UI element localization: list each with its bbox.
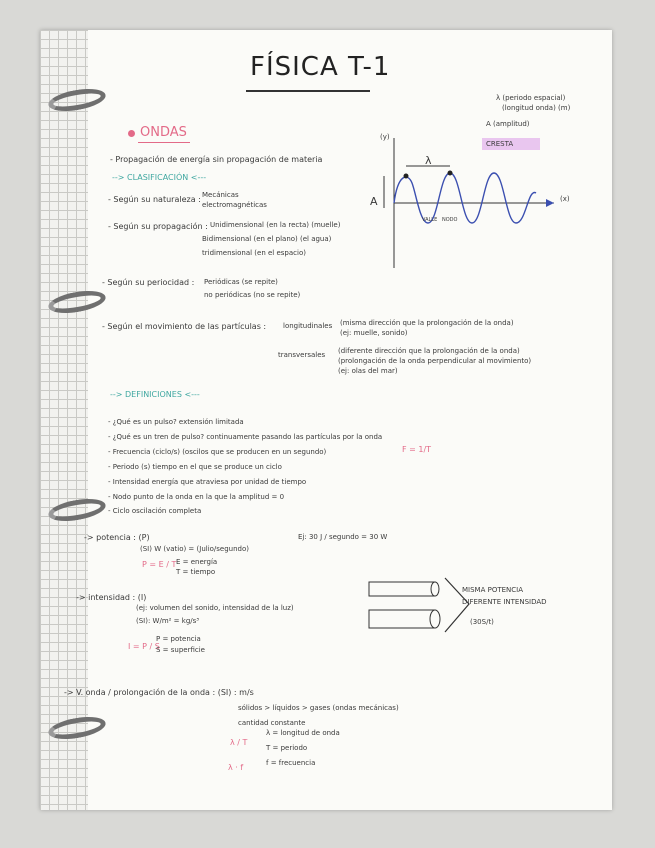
potencia-label: -> potencia : (P) (84, 533, 150, 542)
propagacion-item: Bidimensional (en el plano) (el agua) (202, 235, 332, 243)
title-underline (246, 90, 370, 92)
section-heading: ONDAS (140, 125, 187, 140)
x-axis-label: (x) (560, 195, 570, 203)
notebook-page (40, 30, 612, 810)
periodicidad-item: no periódicas (no se repite) (204, 291, 301, 299)
intensidad-note: DIFERENTE INTENSIDAD (462, 598, 547, 606)
valle-label: VALLE (422, 217, 438, 223)
frecuencia-formula: F = 1/T (402, 445, 432, 454)
longitudinales-label: longitudinales (283, 322, 333, 330)
wave-graph (358, 128, 558, 278)
intensidad-ej: (ej: volumen del sonido, intensidad de la luz) (136, 604, 294, 612)
transversales-text: (ej: olas del mar) (338, 367, 398, 375)
velocidad-formula: λ / T (230, 738, 248, 747)
intro-text: - Propagación de energía sin propagación de materia (110, 155, 323, 164)
wave-curve (394, 173, 536, 223)
potencia-si: (SI) W (vatio) = (Julio/segundo) (140, 545, 250, 553)
lambda-label: λ (425, 154, 432, 167)
velocidad-formula: λ · f (228, 763, 244, 772)
cylinders-diagram (365, 576, 475, 636)
cylinder-icon (369, 610, 435, 628)
intensidad-var: P = potencia (156, 635, 201, 643)
propagacion-label: - Según su propagación : (108, 222, 208, 231)
potencia-var: E = energía (176, 558, 218, 566)
definiciones-heading: --> DEFINICIONES <--- (110, 390, 200, 399)
definicion-line: - Intensidad energía que atraviesa por unidad de tiempo (108, 478, 307, 486)
longitudinales-text: (misma dirección que la prolongación de la onda) (340, 319, 514, 327)
movimiento-label: - Según el movimiento de las partículas : (102, 322, 267, 331)
velocidad-var: λ = longitud de onda (266, 729, 340, 737)
definicion-line: - Ciclo oscilación completa (108, 507, 202, 515)
intensidad-label: -> intensidad : (I) (76, 593, 147, 602)
propagacion-item: tridimensional (en el espacio) (202, 249, 306, 257)
nodo-label: NODO (442, 217, 458, 223)
cylinder-end (430, 610, 440, 628)
clasificacion-heading: --> CLASIFICACIÓN <--- (112, 173, 207, 182)
transversales-text: (diferente dirección que la prolongación de la onda) (338, 347, 520, 355)
cylinder-icon (369, 582, 435, 596)
velocidad-constante: cantidad constante (238, 719, 306, 727)
definicion-line: - Nodo punto de la onda en la que la amplitud = 0 (108, 493, 285, 501)
cylinder-end (431, 582, 439, 596)
intensidad-note: MISMA POTENCIA (462, 586, 524, 594)
intensidad-note: (30S/t) (470, 618, 494, 626)
legend-longitud: (longitud onda) (m) (502, 104, 571, 112)
intensidad-si: (SI): W/m² = kg/s³ (136, 617, 200, 625)
velocidad-order: sólidos > líquidos > gases (ondas mecánicas) (238, 704, 399, 712)
page-title: FÍSICA T-1 (250, 52, 391, 82)
transversales-text: (prolongación de la onda perpendicular al movimiento) (338, 357, 532, 365)
intensidad-formula: I = P / S (128, 642, 160, 651)
naturaleza-label: - Según su naturaleza : (108, 195, 201, 204)
definicion-line: - Frecuencia (ciclo/s) (oscilos que se producen en un segundo) (108, 448, 327, 456)
bullet-icon (128, 130, 135, 137)
definicion-line: - ¿Qué es un pulso? extensión limitada (108, 418, 244, 426)
legend-lambda: λ (periodo espacial) (496, 94, 566, 102)
longitudinales-text: (ej: muelle, sonido) (340, 329, 408, 337)
section-underline (138, 142, 190, 143)
propagacion-item: Unidimensional (en la recta) (muelle) (210, 221, 341, 229)
intensidad-var: S = superficie (156, 646, 205, 654)
definicion-line: - Periodo (s) tiempo en el que se produce un ciclo (108, 463, 282, 471)
naturaleza-item: electromagnéticas (202, 201, 267, 209)
periodicidad-label: - Según su periocidad : (102, 278, 195, 287)
x-axis-arrow-icon (546, 199, 554, 207)
periodicidad-item: Periódicas (se repite) (204, 278, 278, 286)
potencia-var: T = tiempo (176, 568, 216, 576)
y-axis-label: (y) (380, 133, 390, 141)
amplitude-label: A (370, 195, 378, 208)
legend-amplitude: A (amplitud) (486, 120, 530, 128)
velocidad-var: f = frecuencia (266, 759, 316, 767)
definicion-line: - ¿Qué es un tren de pulso? continuamente pasando las partículas por la onda (108, 433, 383, 441)
crest-point (448, 171, 453, 176)
crest-point (404, 174, 409, 179)
velocidad-var: T = periodo (266, 744, 308, 752)
cresta-label: CRESTA (486, 140, 514, 148)
velocidad-label: -> V. onda / prolongación de la onda : (SI) : m/s (64, 688, 254, 697)
naturaleza-item: Mecánicas (202, 191, 239, 199)
transversales-label: transversales (278, 351, 326, 359)
potencia-example: Ej: 30 J / segundo = 30 W (298, 533, 388, 541)
potencia-formula: P = E / T (142, 560, 177, 569)
